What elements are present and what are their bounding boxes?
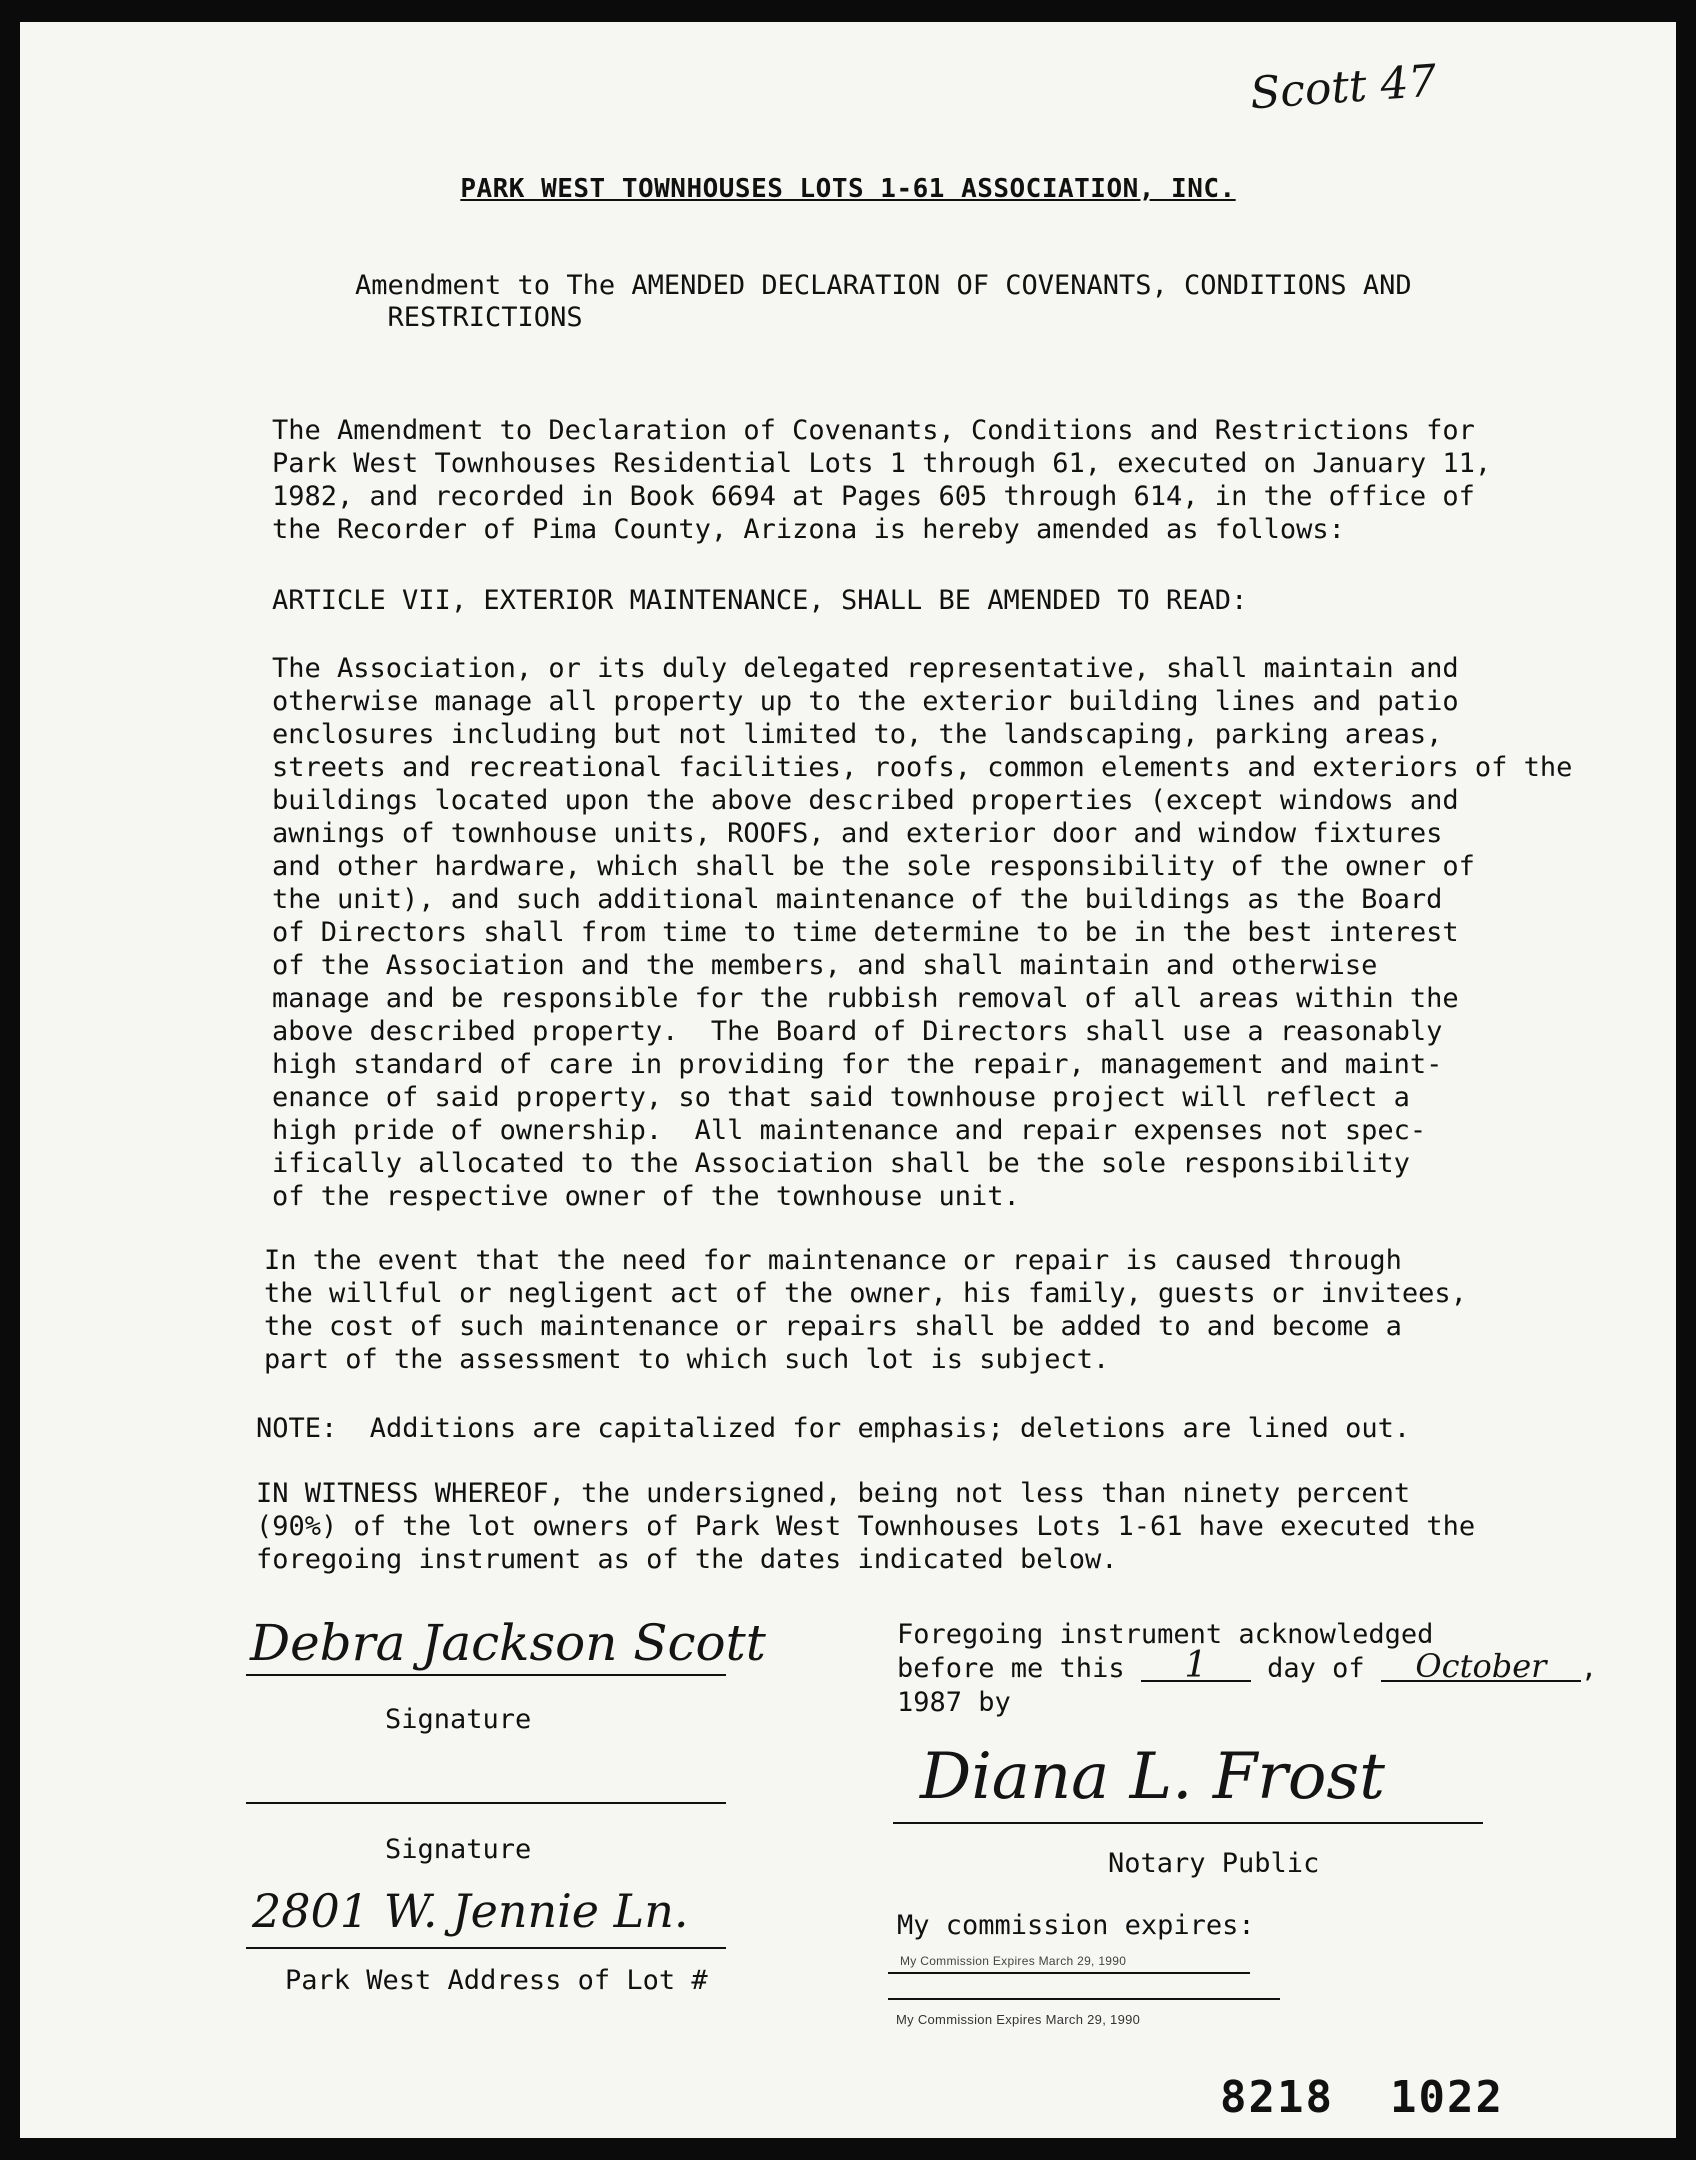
notary-label: Notary Public <box>1108 1848 1320 1879</box>
ack-year: 1987 by <box>897 1687 1011 1718</box>
document-number-1: 8218 <box>1220 2072 1334 2123</box>
commission-stamp-1: My Commission Expires March 29, 1990 <box>900 1954 1127 1968</box>
signature-label-2: Signature <box>385 1834 532 1865</box>
signature-line-2 <box>246 1802 726 1804</box>
event-paragraph: In the event that the need for maintenance or repair is caused through the willful or negligent act of the owner, his family, guests or invitees, the cost of such maintenance or repairs shall be added to and become a part of the assessment to which such lot is subject. <box>264 1245 1467 1375</box>
ack-day-of-text: day of <box>1267 1653 1365 1684</box>
commission-label: My commission expires: <box>897 1910 1255 1941</box>
document-page <box>20 22 1676 2138</box>
address-label: Park West Address of Lot # <box>285 1965 708 1996</box>
commission-line-2 <box>888 1998 1280 2000</box>
document-subtitle: Amendment to The AMENDED DECLARATION OF COVENANTS, CONDITIONS AND RESTRICTIONS <box>355 270 1412 333</box>
ack-month-field: October <box>1381 1652 1581 1682</box>
witness-paragraph: IN WITNESS WHEREOF, the undersigned, being not less than ninety percent (90%) of the lot owners of Park West Townhouses Lots 1-61 have executed the foregoing instrument as of the dates indicated below. <box>256 1478 1476 1575</box>
ack-day-field: 1 <box>1141 1652 1251 1682</box>
commission-stamp-2: My Commission Expires March 29, 1990 <box>896 2012 1141 2027</box>
notary-signature-line <box>893 1822 1483 1824</box>
handwritten-tag: Scott 47 <box>1248 55 1439 120</box>
note-paragraph: NOTE: Additions are capitalized for emphasis; deletions are lined out. <box>256 1413 1411 1444</box>
ack-line-1: Foregoing instrument acknowledged <box>897 1619 1434 1650</box>
ack-line-2: before me this 1 day of October , <box>897 1645 1598 1686</box>
ack-before-text: before me this <box>897 1653 1125 1684</box>
signature-line-1 <box>246 1674 726 1676</box>
signature-label-1: Signature <box>385 1704 532 1735</box>
address-line <box>246 1947 726 1949</box>
commission-line-1 <box>888 1972 1250 1974</box>
document-title: PARK WEST TOWNHOUSES LOTS 1-61 ASSOCIATION, INC. <box>460 174 1236 204</box>
article-heading: ARTICLE VII, EXTERIOR MAINTENANCE, SHALL BE AMENDED TO READ: <box>272 585 1248 616</box>
notary-signature: Diana L. Frost <box>920 1740 1385 1814</box>
signature-1: Debra Jackson Scott <box>250 1614 766 1672</box>
address-handwritten: 2801 W. Jennie Ln. <box>252 1884 689 1938</box>
article-body: The Association, or its duly delegated representative, shall maintain and otherwise manage all property up to the exterior building lines and patio enclosures including but not limited to, the landscaping, parking areas, streets and recreational facilities, roofs, common elements and exteriors of the buildings located upon the above described properties (except windows and awnings of townhouse units, ROOFS, and exterior door and window fixtures and other hardware, which shall be the sole responsibility of the owner of the unit), and such additional maintenance of the buildings as the Board of Directors shall from time to time determine to be in the best interest of the Association and the members, and shall maintain and otherwise manage and be responsible for the rubbish removal of all areas within the above described property. The Board of Directors shall use a reasonably high standard of care in providing for the repair, management and maint- enance of said property, so that said townhouse project will reflect a high pride of ownership. All maintenance and repair expenses not spec- ifically allocated to the Association shall be the sole responsibility of the respective owner of the townhouse unit. <box>272 653 1573 1212</box>
intro-paragraph: The Amendment to Declaration of Covenants, Conditions and Restrictions for Park West Townhouses Residential Lots 1 through 61, executed on January 11, 1982, and recorded in Book 6694 at Pages 605 through 614, in the office of the Recorder of Pima County, Arizona is hereby amended as follows: <box>272 415 1492 545</box>
document-number-2: 1022 <box>1390 2072 1504 2123</box>
